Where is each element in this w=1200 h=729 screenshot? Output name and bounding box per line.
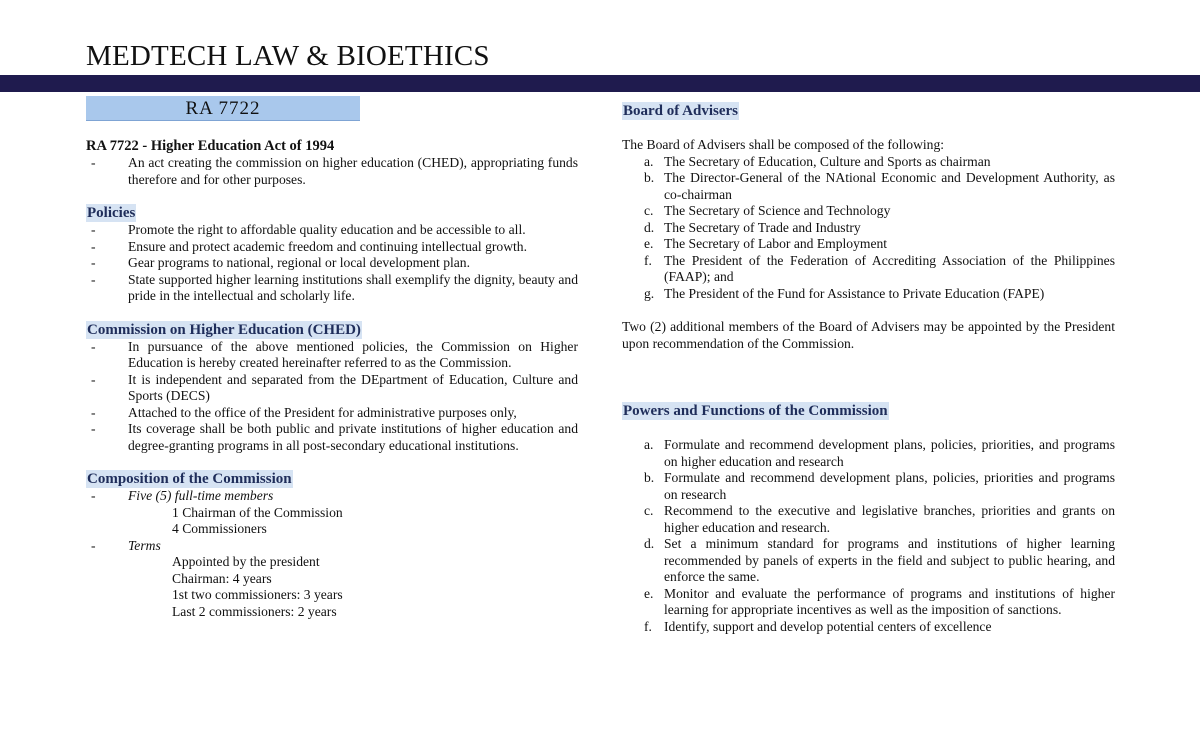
list-item [622, 437, 1115, 470]
act-description-list [86, 155, 578, 188]
list-item [622, 470, 1115, 503]
list-label: c. [644, 203, 654, 218]
list-item: - Gear programs to national, regional or local development plan. [86, 255, 578, 272]
list-label: e. [644, 236, 654, 251]
header-bar [0, 75, 1200, 92]
list-label: c. [644, 503, 654, 518]
list-label: a. [644, 437, 654, 452]
ra-title-box: RA 7722 [86, 96, 360, 121]
composition-heading: Composition of the Commission [87, 471, 292, 487]
list-label: d. [644, 219, 655, 235]
members-label: - Five (5) full-time members [86, 488, 578, 505]
list-item [622, 154, 1115, 171]
list-item [622, 253, 1115, 286]
list-label: f. [644, 618, 652, 634]
powers-list [622, 437, 1115, 635]
right-column [622, 96, 1115, 635]
powers-heading: Powers and Functions of the Commission [623, 403, 888, 419]
page-title: MEDTECH LAW & BIOETHICS [86, 40, 490, 72]
list-label: d. [644, 536, 655, 551]
list-item [622, 503, 1115, 536]
ched-list [86, 339, 578, 455]
list-text: The Secretary of Labor and Employment [664, 236, 888, 251]
list-text: Set a minimum standard for programs and institutions of higher learning recommended by panels of experts in the field and subject to public hearing, and enforce the same. [664, 536, 1115, 584]
member-line: 4 Commissioners [172, 521, 267, 536]
list-item: - Attached to the office of the President for administrative purposes only, [86, 405, 578, 422]
list-text: The Director-General of the NAtional Economic and Development Authority, as co-chairman [664, 170, 1115, 202]
board-intro: The Board of Advisers shall be composed of the following: [622, 137, 945, 152]
list-label: b. [644, 170, 655, 185]
list-item [622, 236, 1115, 253]
left-column [86, 96, 578, 620]
terms-list [86, 538, 578, 555]
terms-label: - Terms [86, 538, 578, 555]
list-text: The Secretary of Science and Technology [664, 203, 891, 218]
board-note: Two (2) additional members of the Board of Advisers may be appointed by the President upon recommendation of the Commission. [622, 319, 1115, 351]
list-item: - It is independent and separated from the DEpartment of Education, Culture and Sports (DECS) [86, 372, 578, 405]
board-list [622, 154, 1115, 303]
term-line: 1st two commissioners: 3 years [172, 587, 343, 602]
act-title: RA 7722 - Higher Education Act of 1994 [86, 138, 335, 154]
list-item: - State supported higher learning institutions shall exemplify the dignity, beauty and pride in the intellectual and scholarly life. [86, 272, 578, 305]
list-label: b. [644, 470, 655, 485]
list-item: - In pursuance of the above mentioned policies, the Commission on Higher Education is hereby created hereinafter referred to as the Commission. [86, 339, 578, 372]
list-item: - Promote the right to affordable quality education and be accessible to all. [86, 222, 578, 239]
list-text: The President of the Federation of Accrediting Association of the Philippines (FAAP); and [664, 252, 1115, 284]
list-text: Recommend to the executive and legislative branches, priorities and grants on higher education and research. [664, 503, 1115, 535]
board-heading: Board of Advisers [623, 103, 739, 119]
list-item [622, 203, 1115, 220]
list-item [622, 220, 1115, 237]
policies-heading: Policies [87, 205, 136, 221]
list-item [622, 619, 1115, 636]
list-text: Identify, support and develop potential centers of excellence [664, 618, 992, 634]
list-item: - Its coverage shall be both public and private institutions of higher education and degree-granting programs in all post-secondary educational institutions. [86, 421, 578, 454]
list-text: Formulate and recommend development plans, policies, priorities and programs on research [664, 470, 1115, 502]
list-item [622, 586, 1115, 619]
list-label: f. [644, 252, 652, 268]
list-item [622, 170, 1115, 203]
composition-list [86, 488, 578, 505]
list-item: - Ensure and protect academic freedom and continuing intellectual growth. [86, 239, 578, 256]
term-line: Chairman: 4 years [172, 570, 272, 586]
list-text: Monitor and evaluate the performance of programs and institutions of higher learning for appropriate incentives as well as the imposition of sanctions. [664, 585, 1115, 617]
list-label: g. [644, 285, 655, 301]
list-label: a. [644, 153, 654, 169]
policies-list [86, 222, 578, 305]
list-item [622, 286, 1115, 303]
list-item: - An act creating the commission on higher education (CHED), appropriating funds therefore and for other purposes. [86, 155, 578, 188]
ched-heading: Commission on Higher Education (CHED) [87, 321, 361, 338]
member-line: 1 Chairman of the Commission [172, 504, 343, 520]
list-label: e. [644, 585, 654, 601]
term-line: Last 2 commissioners: 2 years [172, 603, 337, 619]
term-line: Appointed by the president [172, 554, 320, 569]
list-text: The Secretary of Education, Culture and Sports as chairman [664, 153, 991, 169]
list-item [622, 536, 1115, 586]
list-text: The Secretary of Trade and Industry [664, 219, 861, 235]
list-text: The President of the Fund for Assistance to Private Education (FAPE) [664, 285, 1045, 301]
list-text: Formulate and recommend development plans, policies, priorities, and programs on higher education and research [664, 437, 1115, 469]
